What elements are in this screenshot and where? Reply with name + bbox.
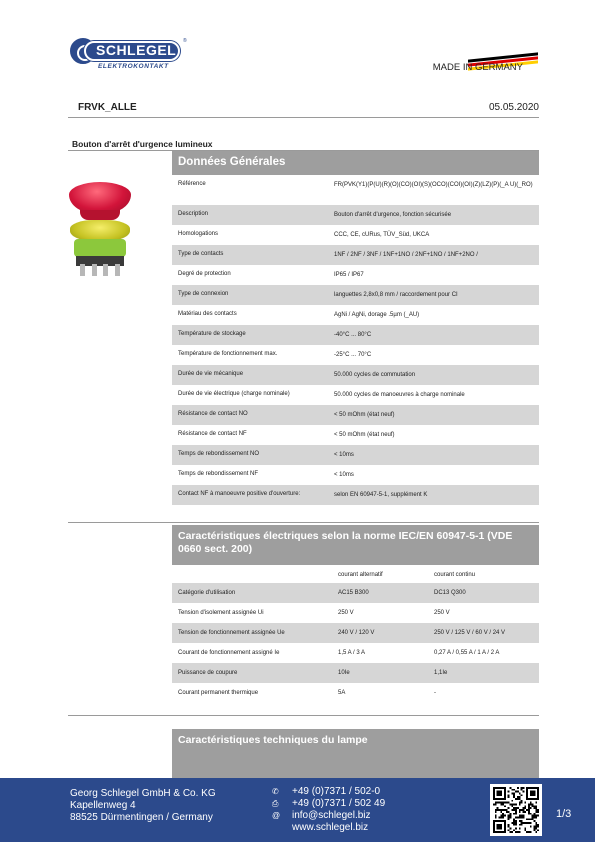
- qr-code: [490, 784, 542, 836]
- general-row: [172, 405, 539, 425]
- product-subtitle: Bouton d'arrêt d'urgence lumineux: [72, 139, 213, 149]
- ac-value: 10Ie: [338, 670, 350, 676]
- section-divider: [68, 522, 539, 523]
- general-row: [172, 425, 539, 445]
- row-value: < 50 mOhm (état neuf): [334, 412, 395, 418]
- row-label: Courant permanent thermique: [178, 690, 259, 696]
- electrical-rows: [172, 583, 539, 703]
- ac-value: 1,5 A / 3 A: [338, 650, 366, 656]
- row-label: Tension d'isolement assignée Ui: [178, 610, 264, 616]
- footer-contact: [272, 786, 385, 834]
- general-row: [172, 365, 539, 385]
- button-pins: [80, 264, 120, 276]
- dc-value: 250 V: [434, 610, 450, 616]
- general-row: [172, 205, 539, 225]
- row-label: Puissance de coupure: [178, 670, 238, 676]
- logo-subtitle: ELEKTROKONTAKT: [98, 63, 169, 70]
- row-label: Durée de vie mécanique: [178, 371, 244, 377]
- button-neck: [80, 210, 120, 220]
- column-ac: courant alternatif: [338, 572, 383, 578]
- general-row: [172, 345, 539, 365]
- row-label: Description: [178, 211, 209, 217]
- general-row: [172, 325, 539, 345]
- row-value: selon EN 60947-5-1, supplément K: [334, 492, 428, 498]
- electrical-row: [172, 663, 539, 683]
- document-header: [78, 102, 539, 113]
- document-date: 05.05.2020: [488, 102, 539, 113]
- general-row: [172, 385, 539, 405]
- row-label: Type de contacts: [178, 251, 224, 257]
- electrical-row: [172, 623, 539, 643]
- row-label: Temps de rebondissement NO: [178, 451, 260, 457]
- dc-value: 250 V / 125 V / 60 V / 24 V: [434, 630, 506, 636]
- row-label: Degré de protection: [178, 271, 231, 277]
- row-value: 50.000 cycles de manoeuvres à charge nominale: [334, 392, 465, 398]
- electrical-row: [172, 583, 539, 603]
- general-row: [172, 305, 539, 325]
- page-number: 1/3: [556, 808, 572, 820]
- row-label: Catégorie d'utilisation: [178, 590, 236, 596]
- general-row: [172, 265, 539, 285]
- row-value: languettes 2,8x0,8 mm / raccordement pour CI: [334, 292, 458, 298]
- lamp-heading: Caractéristiques techniques du lampe: [172, 729, 539, 779]
- website-link[interactable]: www.schlegel.biz: [292, 822, 369, 833]
- general-row: [172, 445, 539, 465]
- ac-value: AC15 B300: [338, 590, 369, 596]
- electrical-row: [172, 643, 539, 663]
- row-label: Type de connexion: [178, 291, 229, 297]
- logo-registered: ®: [183, 38, 187, 44]
- row-value: IP65 / IP67: [334, 272, 364, 278]
- row-value: FR(PVK(Y1)(P(U)(R)(O)(CO)(OI)(S)(OCO)(COI)(OI)(Z)(LZ)(P)(_A U)(_RO): [334, 182, 533, 188]
- row-label: Référence: [178, 181, 206, 187]
- company-name: Georg Schlegel GmbH & Co. KG: [70, 788, 216, 799]
- header-divider: [68, 117, 539, 118]
- dc-value: 1,1Ie: [434, 670, 448, 676]
- street: Kapellenweg 4: [70, 800, 136, 811]
- phone-icon: ✆: [272, 787, 279, 796]
- row-value: AgNi / AgNi, dorage .5µm (_AU): [334, 312, 420, 318]
- row-value: Bouton d'arrêt d'urgence, fonction sécurisée: [334, 212, 452, 218]
- general-row: [172, 225, 539, 245]
- row-value: 1NF / 2NF / 3NF / 1NF+1NO / 2NF+1NO / 1NF+2NO /: [334, 252, 478, 258]
- ac-value: 250 V: [338, 610, 354, 616]
- product-image: [66, 182, 134, 278]
- footer: [0, 778, 595, 842]
- schlegel-logo: [70, 38, 190, 72]
- section-divider: [68, 715, 539, 716]
- fax-icon: ⎙: [272, 799, 279, 808]
- footer-address: [70, 788, 216, 824]
- button-base: [74, 239, 126, 257]
- row-value: CCC, CE, cURus, TÜV_Süd, UKCA: [334, 232, 430, 238]
- column-dc: courant continu: [434, 572, 476, 578]
- general-row: [172, 465, 539, 485]
- row-label: Température de stockage: [178, 331, 246, 337]
- row-label: Courant de fonctionnement assigné Ie: [178, 650, 280, 656]
- row-label: Matériau des contacts: [178, 311, 237, 317]
- row-value: -25°C ... 70°C: [334, 352, 372, 358]
- electrical-row: [172, 603, 539, 623]
- made-in-label: MADE IN GERMANY: [432, 62, 523, 73]
- row-label: Résistance de contact NO: [178, 411, 248, 417]
- row-label: Température de fonctionnement max.: [178, 351, 278, 357]
- ac-value: 5A: [338, 690, 346, 696]
- fax-number: +49 (0)7371 / 502 49: [292, 798, 386, 809]
- phone-number: +49 (0)7371 / 502-0: [292, 786, 381, 797]
- row-value: 50.000 cycles de commutation: [334, 372, 416, 378]
- ac-value: 240 V / 120 V: [338, 630, 375, 636]
- at-icon: @: [272, 811, 281, 820]
- dc-value: 0,27 A / 0,55 A / 1 A / 2 A: [434, 650, 500, 656]
- row-label: Tension de fonctionnement assignée Ue: [178, 630, 285, 636]
- row-label: Durée de vie électrique (charge nominale): [178, 391, 290, 397]
- general-row: [172, 175, 539, 205]
- city: 88525 Dürmentingen / Germany: [70, 812, 213, 823]
- electrical-column-header: [172, 567, 539, 583]
- general-row: [172, 485, 539, 505]
- document-code: FRVK_ALLE: [78, 102, 137, 113]
- dc-value: -: [434, 690, 436, 696]
- general-row: [172, 245, 539, 265]
- row-label: Contact NF à manoeuvre positive d'ouverture:: [178, 491, 301, 497]
- dc-value: DC13 Q300: [434, 590, 466, 596]
- email-link[interactable]: info@schlegel.biz: [292, 810, 371, 821]
- row-value: < 10ms: [334, 472, 354, 478]
- general-table: [172, 175, 539, 505]
- row-label: Homologations: [178, 231, 219, 237]
- row-label: Résistance de contact NF: [178, 431, 247, 437]
- electrical-table: [172, 567, 539, 703]
- row-value: < 50 mOhm (état neuf): [334, 432, 395, 438]
- general-row: [172, 285, 539, 305]
- row-label: Temps de rebondissement NF: [178, 471, 259, 477]
- logo-name: SCHLEGEL: [96, 42, 177, 58]
- electrical-heading: Caractéristiques électriques selon la norme IEC/EN 60947-5-1 (VDE 0660 sect. 200): [172, 525, 539, 565]
- general-heading: Données Générales: [172, 151, 539, 175]
- electrical-row: [172, 683, 539, 703]
- row-value: -40°C ... 80°C: [334, 332, 372, 338]
- row-value: < 10ms: [334, 452, 354, 458]
